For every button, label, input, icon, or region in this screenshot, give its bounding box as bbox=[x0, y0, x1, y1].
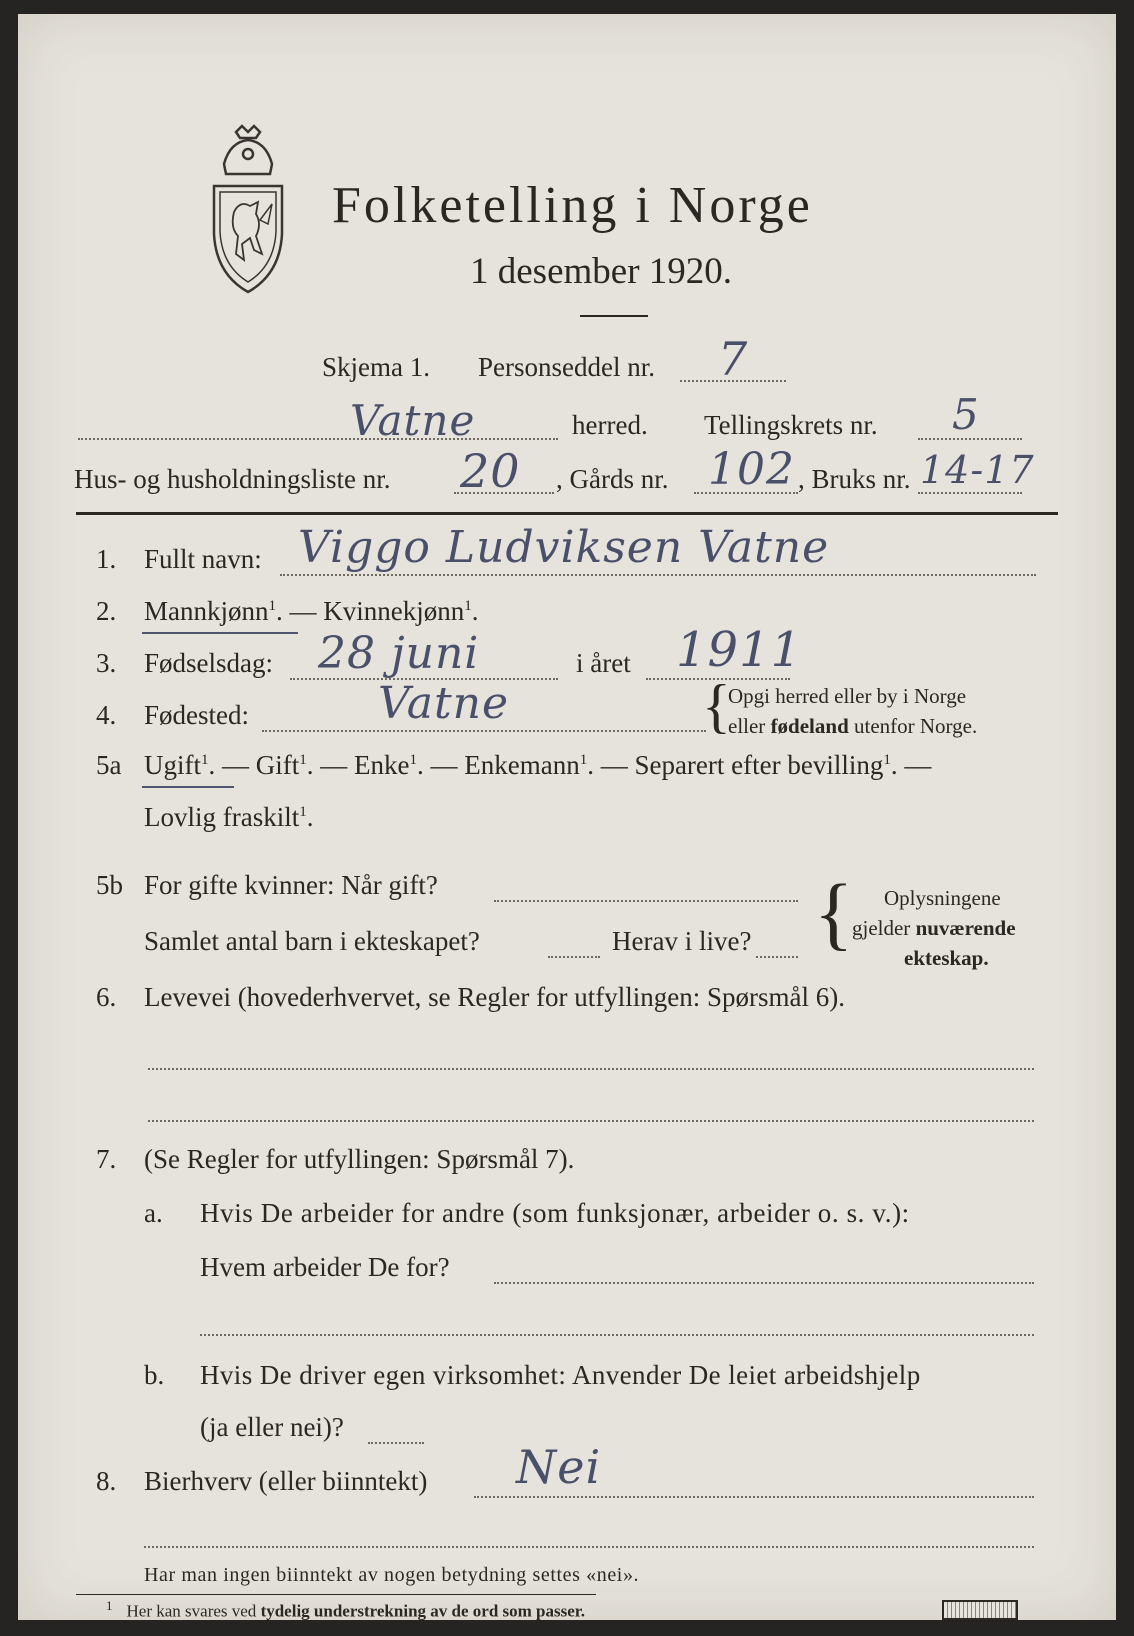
q7b-field-line bbox=[368, 1442, 424, 1444]
q5a-gift-option: — Gift bbox=[222, 750, 300, 780]
q2-number: 2. bbox=[96, 596, 117, 626]
herred-field-line bbox=[78, 438, 558, 440]
q4-note-line1: Opgi herred eller by i Norge bbox=[728, 684, 967, 708]
q5b-note-line2: gjelder nuværende bbox=[852, 916, 1016, 940]
q7a-field-line-1 bbox=[494, 1282, 1034, 1284]
q4-note-brace: { bbox=[702, 673, 731, 739]
q7-label: (Se Regler for utfyllingen: Spørsmål 7). bbox=[144, 1144, 575, 1174]
q5b-married-when-field-line bbox=[494, 900, 798, 902]
q4-field-line bbox=[262, 730, 706, 732]
footnote: $^1$ Her kan svares ved tydelig understrekning av de ord som passer. bbox=[106, 1598, 586, 1621]
census-form-page bbox=[18, 14, 1116, 1620]
q7a-line2: Hvem arbeider De for? bbox=[200, 1252, 450, 1282]
form-title: Folketelling i Norge bbox=[332, 177, 813, 234]
q2-male-underline-mark bbox=[142, 632, 298, 634]
q5b-alive-field-line bbox=[756, 956, 798, 958]
q5b-note-line1: Oplysningene bbox=[884, 886, 1001, 910]
printer-stamp-icon bbox=[942, 1600, 1018, 1620]
q1-full-name-value: Viggo Ludviksen Vatne bbox=[298, 522, 830, 573]
q5b-children-label: Samlet antal barn i ekteskapet? bbox=[144, 926, 480, 956]
bruks-value: 14-17 bbox=[920, 448, 1035, 492]
q3-number: 3. bbox=[96, 648, 117, 678]
coat-of-arms-icon bbox=[200, 124, 292, 296]
bruks-field-line bbox=[918, 492, 1022, 494]
q3-day-value: 28 juni bbox=[318, 628, 480, 679]
q7b-letter: b. bbox=[144, 1360, 165, 1390]
q5a-number: 5a bbox=[96, 750, 122, 780]
q4-note-line2: eller fødeland utenfor Norge. bbox=[728, 714, 978, 738]
personseddel-label: Personseddel nr. bbox=[478, 352, 655, 382]
q8-field-line-2 bbox=[144, 1546, 1034, 1548]
q2-male-option: Mannkjønn bbox=[144, 596, 269, 626]
q6-field-line-1 bbox=[148, 1068, 1034, 1070]
title-divider bbox=[580, 315, 648, 317]
footnote-rule bbox=[76, 1594, 596, 1595]
q1-label: Fullt navn: bbox=[144, 544, 262, 574]
q5a-marital-status-line: Ugift$^1$. — Gift$^1$. — Enke$^1$. — Enkemann$^1$. — Separert efter bevilling$^1$. — bbox=[144, 750, 932, 780]
q5b-alive-label: Herav i live? bbox=[612, 926, 752, 956]
tellingskrets-label: Tellingskrets nr. bbox=[704, 410, 878, 440]
q7a-letter: a. bbox=[144, 1198, 163, 1228]
household-list-label: Hus- og husholdningsliste nr. bbox=[74, 464, 391, 494]
gards-value: 102 bbox=[708, 444, 795, 495]
q7-number: 7. bbox=[96, 1144, 117, 1174]
q4-birthplace-value: Vatne bbox=[378, 678, 510, 729]
q4-number: 4. bbox=[96, 700, 117, 730]
q4-label: Fødested: bbox=[144, 700, 249, 730]
personseddel-value: 7 bbox=[718, 332, 749, 386]
household-list-value: 20 bbox=[460, 444, 521, 498]
no-income-note: Har man ingen biinntekt av nogen betydning settes «nei». bbox=[144, 1564, 640, 1586]
q5a-ugift-option: Ugift bbox=[144, 750, 201, 780]
q5a-enkemann-option: — Enkemann bbox=[430, 750, 580, 780]
q7b-line1: Hvis De driver egen virksomhet: Anvender De leiet arbeidshjelp bbox=[200, 1360, 921, 1390]
q7b-line2: (ja eller nei)? bbox=[200, 1412, 344, 1442]
q8-number: 8. bbox=[96, 1466, 117, 1496]
q6-label: Levevei (hovederhvervet, se Regler for utfyllingen: Spørsmål 6). bbox=[144, 982, 846, 1012]
q3-year-label: i året bbox=[576, 648, 631, 678]
bruks-label: , Bruks nr. bbox=[798, 464, 911, 494]
q1-field-line bbox=[280, 574, 1036, 576]
herred-label: herred. bbox=[572, 410, 648, 440]
q8-field-line bbox=[474, 1496, 1034, 1498]
header-rule bbox=[76, 512, 1058, 515]
tellingskrets-value: 5 bbox=[952, 390, 980, 439]
q8-label: Bierhverv (eller biinntekt) bbox=[144, 1466, 428, 1496]
q5a-enke-option: — Enke bbox=[320, 750, 410, 780]
q2-female-option: Kvinnekjønn bbox=[323, 596, 465, 626]
q5b-line1: For gifte kvinner: Når gift? bbox=[144, 870, 438, 900]
schema-label: Skjema 1. bbox=[322, 352, 430, 382]
q7a-line1: Hvis De arbeider for andre (som funksjonær, arbeider o. s. v.): bbox=[200, 1198, 910, 1228]
q6-field-line-2 bbox=[148, 1120, 1034, 1122]
q5a-ugift-underline-mark bbox=[142, 786, 234, 788]
q2-gender-line: Mannkjønn$^1$. — Kvinnekjønn$^1$. bbox=[144, 596, 479, 626]
q5a-separert-option: — Separert efter bevilling bbox=[600, 750, 884, 780]
q3-year-value: 1911 bbox=[676, 622, 803, 678]
q6-number: 6. bbox=[96, 982, 117, 1012]
q3-label: Fødselsdag: bbox=[144, 648, 274, 678]
gards-label: , Gårds nr. bbox=[556, 464, 669, 494]
q1-number: 1. bbox=[96, 544, 117, 574]
q8-value: Nei bbox=[516, 1440, 602, 1494]
q5b-note-brace: { bbox=[814, 867, 854, 958]
q5b-note-line3: ekteskap. bbox=[904, 946, 989, 970]
herred-value: Vatne bbox=[350, 396, 476, 445]
census-date: 1 desember 1920. bbox=[470, 251, 733, 292]
q5a-lovlig-fraskilt-option: Lovlig fraskilt$^1$. bbox=[144, 802, 314, 832]
q5b-children-field-line bbox=[548, 956, 600, 958]
q5b-number: 5b bbox=[96, 870, 123, 900]
q7a-field-line-2 bbox=[200, 1334, 1034, 1336]
